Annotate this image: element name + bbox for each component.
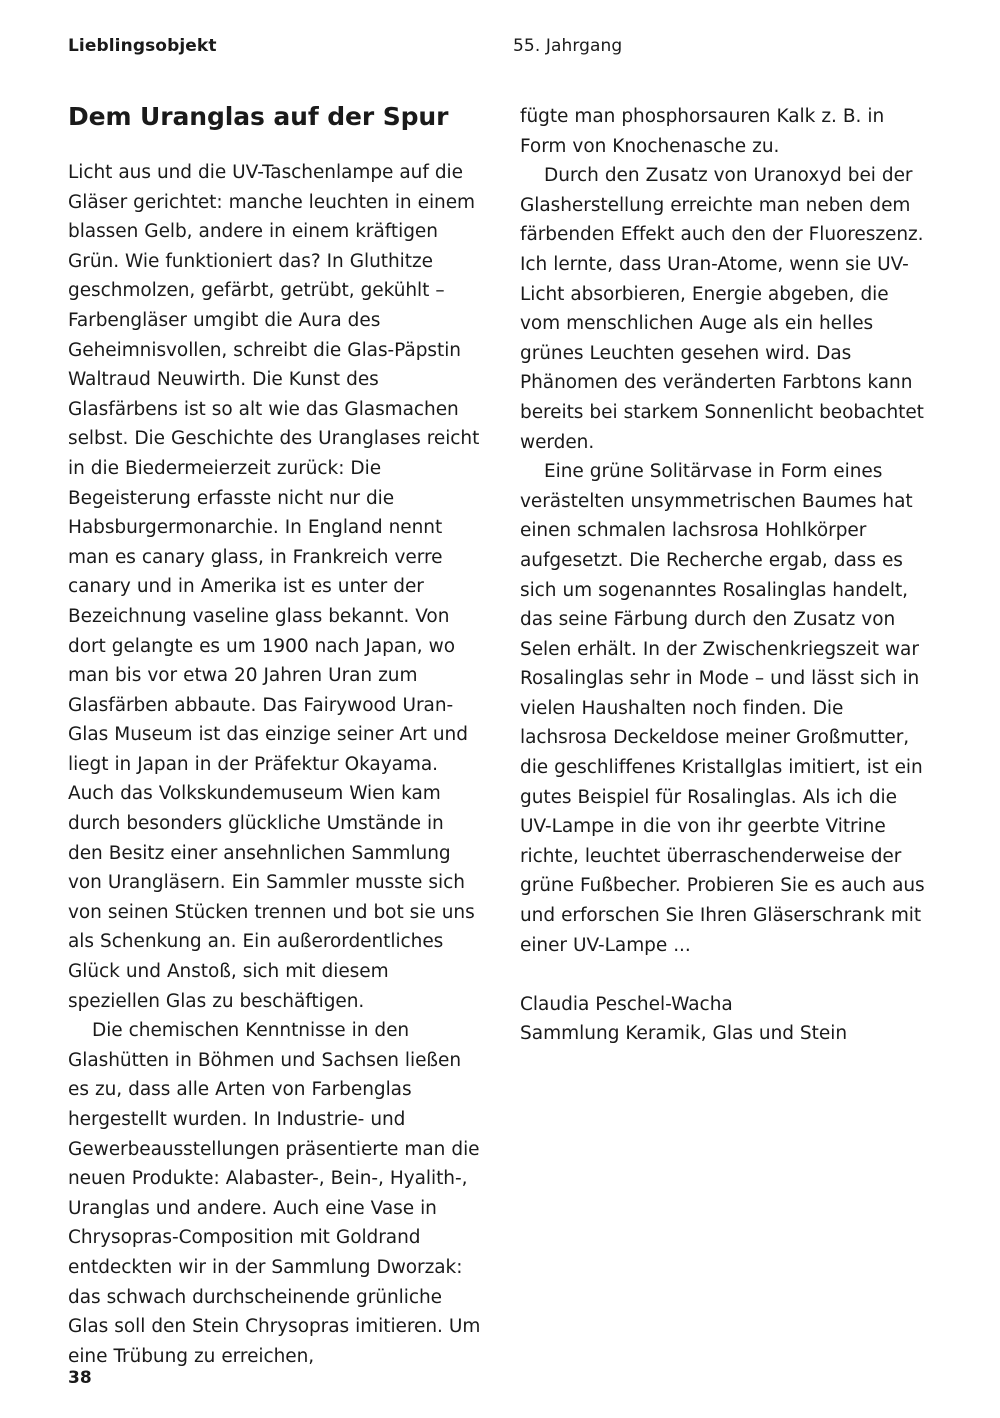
paragraph: Durch den Zusatz von Uranoxyd bei der Glasherstellung erreichte man neben dem färbenden Effekt auch den der Fluoreszenz. Ich lernte, dass Uran-Atome, wenn sie UV-Licht absorbieren, Energie abgeben, die vom menschlichen Auge als ein helles grünes Leuchten gesehen wird. Das Phänomen des veränderten Farbtons kann bereits bei starkem Sonnenlicht beobachtet werden. — [520, 165, 924, 453]
article-signature — [520, 990, 934, 1049]
paragraph: Die chemischen Kenntnisse in den Glashütten in Böhmen und Sachsen ließen es zu, dass alle Arten von Farbenglas hergestellt wurden. In Industrie- und Gewerbeausstellungen präsentierte man die neuen Produkte: Alabaster-, Bein-, Hyalith-, Uranglas und andere. Auch eine Vase in Chrysopras-Composition mit Goldrand entdeckten wir in der Sammlung Dworzak: das schwach durchscheinende grünliche Glas soll den Stein Chrysopras imitieren. Um eine Trübung zu erreichen, — [68, 1020, 481, 1367]
signature-author: Claudia Peschel-Wacha — [520, 993, 733, 1015]
paragraph: Eine grüne Solitärvase in Form eines verästelten unsymmetrischen Baumes hat einen schmalen lachsrosa Hohlkörper aufgesetzt. Die Recherche ergab, dass es sich um sogenanntes Rosalinglas handelt, das seine Färbung durch den Zusatz von Selen erhält. In der Zwischenkriegszeit war Rosalinglas sehr in Mode – und lässt sich in vielen Haushalten noch finden. Die lachsrosa Deckeldose meiner Großmutter, die geschliffenes Kristallglas imitiert, ist ein gutes Beispiel für Rosalinglas. Als ich die UV-Lampe in die von ihr geerbte Vitrine richte, leuchtet überraschenderweise der grüne Fußbecher. Probieren Sie es auch aus und erforschen Sie Ihren Gläserschrank mit einer UV-Lampe ... — [520, 461, 925, 956]
running-head-volume: 55. Jahrgang — [513, 36, 623, 56]
running-head-section: Lieblingsobjekt — [68, 36, 217, 56]
page-title: Dem Uranglas auf der Spur — [68, 102, 449, 131]
right-column — [520, 102, 934, 1049]
paragraph: Licht aus und die UV-Taschenlampe auf die Gläser gerichtet: manche leuchten in einem blassen Gelb, andere in einem kräftigen Grün. Wie funktioniert das? In Gluthitze geschmolzen, gefärbt, getrübt, gekühlt – Farbengläser umgibt die Aura des Geheimnisvollen, schreibt die Glas-Päpstin Waltraud Neuwirth. Die Kunst des Glasfärbens ist so alt wie das Glasmachen selbst. Die Geschichte des Uranglases reicht in die Biedermeierzeit zurück: Die Begeisterung erfasste nicht nur die Habsburgermonarchie. In England nennt man es canary glass, in Frankreich verre canary und in Amerika ist es unter der Bezeichnung vaseline glass bekannt. Von dort gelangte es um 1900 nach Japan, wo man bis vor etwa 20 Jahren Uran zum Glasfärben abbaute. Das Fairywood Uran-Glas Museum ist das einzige seiner Art und liegt in Japan in der Präfektur Okayama. Auch das Volkskundemuseum Wien kam durch besonders glückliche Umstände in den Besitz einer ansehnlichen Sammlung von Urangläsern. Ein Sammler musste sich von seinen Stücken trennen und bot sie uns als Schenkung an. Ein außerordentliches Glück und Anstoß, sich mit diesem speziellen Glas zu beschäftigen. — [68, 162, 480, 1012]
signature-department: Sammlung Keramik, Glas und Stein — [520, 1023, 848, 1045]
two-column-body — [68, 102, 930, 1371]
paragraph: fügte man phosphorsauren Kalk z. B. in Form von Knochenasche zu. — [520, 106, 885, 157]
running-head — [68, 36, 930, 58]
left-column — [68, 102, 482, 1371]
page-number: 38 — [68, 1368, 92, 1388]
